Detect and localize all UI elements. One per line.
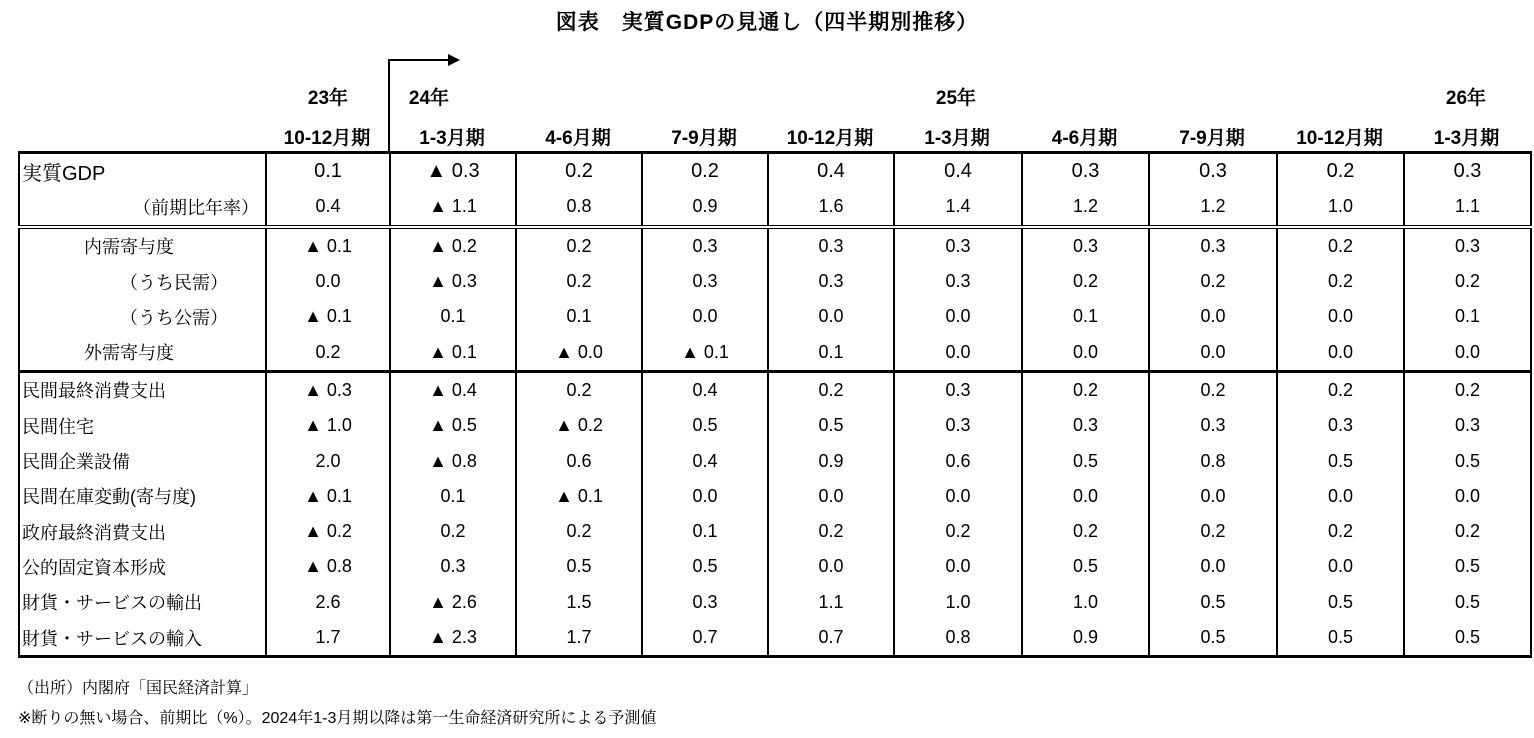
- value-cell: 0.1: [390, 479, 516, 514]
- value-cell: 0.4: [894, 153, 1022, 190]
- table-row: [19, 514, 1531, 549]
- value-cell: ▲ 0.1: [266, 479, 390, 514]
- value-cell: 1.0: [894, 585, 1022, 620]
- value-cell: 0.0: [1022, 334, 1149, 371]
- value-cell: ▲ 0.5: [390, 408, 516, 443]
- row-label: 民間住宅: [19, 408, 266, 443]
- row-label: （前期比年率）: [19, 189, 266, 226]
- quarter-header: 10-12月期: [283, 128, 371, 149]
- value-cell: 0.5: [1277, 620, 1404, 657]
- value-cell: 0.0: [266, 264, 390, 299]
- value-cell: ▲ 0.3: [266, 371, 390, 408]
- value-cell: 0.2: [894, 514, 1022, 549]
- row-label: 民間在庫変動(寄与度): [19, 479, 266, 514]
- value-cell: ▲ 0.1: [642, 334, 768, 371]
- value-cell: 1.2: [1022, 189, 1149, 226]
- value-cell: 0.5: [1404, 443, 1531, 478]
- value-cell: 0.2: [768, 371, 894, 408]
- value-cell: 0.1: [642, 514, 768, 549]
- value-cell: 0.8: [516, 189, 642, 226]
- value-cell: 1.7: [266, 620, 390, 657]
- value-cell: 0.2: [1022, 264, 1149, 299]
- value-cell: 0.2: [1022, 371, 1149, 408]
- table-row: [19, 371, 1531, 408]
- value-cell: 0.5: [1404, 620, 1531, 657]
- value-cell: ▲ 0.8: [390, 443, 516, 478]
- table-row: [19, 227, 1531, 264]
- table-row: [19, 620, 1531, 657]
- row-label: 財貨・サービスの輸出: [19, 585, 266, 620]
- value-cell: 1.0: [1277, 189, 1404, 226]
- value-cell: 0.5: [1149, 585, 1277, 620]
- value-cell: 0.5: [1404, 549, 1531, 584]
- quarter-header: 1-3月期: [419, 128, 485, 149]
- value-cell: 0.5: [1022, 443, 1149, 478]
- value-cell: 0.2: [516, 371, 642, 408]
- year-header: 25年: [935, 88, 977, 109]
- footnote: ※断りの無い場合、前期比（%）。2024年1-3月期以降は第一生命経済研究所による予測値: [18, 710, 657, 727]
- value-cell: 0.4: [642, 443, 768, 478]
- value-cell: 0.4: [642, 371, 768, 408]
- value-cell: ▲ 0.0: [516, 334, 642, 371]
- value-cell: 0.0: [768, 299, 894, 334]
- value-cell: 0.2: [266, 334, 390, 371]
- value-cell: 0.0: [768, 549, 894, 584]
- value-cell: 0.2: [1149, 371, 1277, 408]
- quarter-header: 1-3月期: [1433, 128, 1500, 149]
- page-title: 図表 実質GDPの見通し（四半期別推移）: [555, 11, 979, 34]
- value-cell: 0.9: [768, 443, 894, 478]
- value-cell: 0.3: [894, 264, 1022, 299]
- value-cell: 0.2: [1022, 514, 1149, 549]
- value-cell: 2.0: [266, 443, 390, 478]
- value-cell: ▲ 0.2: [266, 514, 390, 549]
- value-cell: 0.6: [894, 443, 1022, 478]
- row-label: 民間最終消費支出: [19, 371, 266, 408]
- value-cell: 0.2: [516, 227, 642, 264]
- value-cell: 0.2: [390, 514, 516, 549]
- value-cell: 0.2: [516, 514, 642, 549]
- quarter-header: 7-9月期: [671, 128, 737, 149]
- value-cell: 0.2: [1277, 264, 1404, 299]
- quarter-header: 10-12月期: [1296, 128, 1383, 149]
- value-cell: 0.3: [1022, 153, 1149, 190]
- value-cell: 0.0: [1149, 549, 1277, 584]
- table-row: [19, 153, 1531, 190]
- value-cell: 0.1: [266, 153, 390, 190]
- value-cell: 0.3: [390, 549, 516, 584]
- value-cell: ▲ 0.1: [390, 334, 516, 371]
- row-label: 外需寄与度: [19, 334, 266, 371]
- value-cell: 0.5: [768, 408, 894, 443]
- quarter-header: 4-6月期: [545, 128, 611, 149]
- year-header: 24年: [408, 88, 450, 109]
- value-cell: 0.8: [894, 620, 1022, 657]
- value-cell: 1.2: [1149, 189, 1277, 226]
- value-cell: ▲ 1.0: [266, 408, 390, 443]
- value-cell: 0.3: [642, 227, 768, 264]
- value-cell: 0.0: [894, 549, 1022, 584]
- value-cell: 0.2: [1149, 264, 1277, 299]
- value-cell: 1.0: [1022, 585, 1149, 620]
- row-label: （うち公需）: [19, 299, 266, 334]
- value-cell: ▲ 2.3: [390, 620, 516, 657]
- value-cell: ▲ 0.1: [266, 299, 390, 334]
- value-cell: 0.1: [516, 299, 642, 334]
- value-cell: 0.1: [1404, 299, 1531, 334]
- year-header: 26年: [1445, 88, 1487, 109]
- row-label: 民間企業設備: [19, 443, 266, 478]
- value-cell: ▲ 0.3: [390, 264, 516, 299]
- value-cell: 0.1: [1022, 299, 1149, 334]
- value-cell: 0.3: [642, 264, 768, 299]
- value-cell: 0.0: [1149, 479, 1277, 514]
- quarter-header: 7-9月期: [1179, 128, 1245, 149]
- table-row: [19, 443, 1531, 478]
- row-label: 公的固定資本形成: [19, 549, 266, 584]
- value-cell: 0.2: [1277, 371, 1404, 408]
- value-cell: 0.0: [1277, 479, 1404, 514]
- value-cell: 0.0: [768, 479, 894, 514]
- table-row: [19, 299, 1531, 334]
- value-cell: 0.4: [266, 189, 390, 226]
- value-cell: 0.3: [768, 227, 894, 264]
- value-cell: 0.6: [516, 443, 642, 478]
- value-cell: 0.5: [642, 408, 768, 443]
- row-label: 政府最終消費支出: [19, 514, 266, 549]
- value-cell: 0.3: [894, 227, 1022, 264]
- arrow-right-icon: [448, 54, 460, 66]
- value-cell: 0.2: [516, 153, 642, 190]
- value-cell: 0.2: [1277, 153, 1404, 190]
- value-cell: 0.3: [768, 264, 894, 299]
- value-cell: 0.2: [1404, 264, 1531, 299]
- value-cell: 2.6: [266, 585, 390, 620]
- value-cell: ▲ 0.1: [266, 227, 390, 264]
- source-note: （出所）内閣府「国民経済計算」: [18, 680, 259, 697]
- row-label: 財貨・サービスの輸入: [19, 620, 266, 657]
- value-cell: 0.0: [1149, 299, 1277, 334]
- value-cell: ▲ 0.2: [516, 408, 642, 443]
- value-cell: 0.3: [1404, 408, 1531, 443]
- value-cell: 0.2: [1277, 514, 1404, 549]
- quarter-header: 1-3月期: [924, 128, 990, 149]
- value-cell: 0.0: [894, 479, 1022, 514]
- value-cell: ▲ 0.1: [516, 479, 642, 514]
- value-cell: 0.2: [1404, 514, 1531, 549]
- value-cell: 0.0: [1277, 334, 1404, 371]
- table-row: [19, 189, 1531, 226]
- value-cell: 1.6: [768, 189, 894, 226]
- value-cell: ▲ 0.4: [390, 371, 516, 408]
- value-cell: 0.5: [1149, 620, 1277, 657]
- value-cell: 0.2: [768, 514, 894, 549]
- value-cell: 0.0: [1277, 299, 1404, 334]
- value-cell: 0.7: [642, 620, 768, 657]
- value-cell: 0.7: [768, 620, 894, 657]
- table-row: [19, 549, 1531, 584]
- value-cell: 0.5: [516, 549, 642, 584]
- value-cell: 0.0: [1277, 549, 1404, 584]
- value-cell: 0.0: [1404, 479, 1531, 514]
- value-cell: 0.0: [1404, 334, 1531, 371]
- value-cell: 1.7: [516, 620, 642, 657]
- value-cell: 0.2: [1277, 227, 1404, 264]
- row-label: （うち民需）: [19, 264, 266, 299]
- row-label: 内需寄与度: [19, 227, 266, 264]
- value-cell: 0.3: [1404, 227, 1531, 264]
- table-row: [19, 408, 1531, 443]
- value-cell: 0.3: [894, 371, 1022, 408]
- quarter-header: 10-12月期: [786, 128, 874, 149]
- value-cell: 0.2: [1404, 371, 1531, 408]
- value-cell: 1.5: [516, 585, 642, 620]
- value-cell: 1.4: [894, 189, 1022, 226]
- value-cell: ▲ 1.1: [390, 189, 516, 226]
- value-cell: 0.1: [390, 299, 516, 334]
- value-cell: 0.5: [1022, 549, 1149, 584]
- value-cell: 0.3: [894, 408, 1022, 443]
- value-cell: 0.3: [1022, 408, 1149, 443]
- value-cell: 1.1: [1404, 189, 1531, 226]
- value-cell: 0.4: [768, 153, 894, 190]
- value-cell: 0.2: [1149, 514, 1277, 549]
- table-row: [19, 334, 1531, 371]
- value-cell: ▲ 0.3: [390, 153, 516, 190]
- value-cell: 0.0: [1022, 479, 1149, 514]
- forecast-arrow-line: [388, 59, 450, 61]
- value-cell: ▲ 2.6: [390, 585, 516, 620]
- value-cell: 0.3: [1149, 153, 1277, 190]
- value-cell: 0.0: [642, 479, 768, 514]
- value-cell: 0.3: [642, 585, 768, 620]
- value-cell: 0.3: [1404, 153, 1531, 190]
- value-cell: 0.2: [516, 264, 642, 299]
- value-cell: 0.0: [894, 334, 1022, 371]
- value-cell: 0.3: [1022, 227, 1149, 264]
- value-cell: 0.2: [642, 153, 768, 190]
- table-row: [19, 585, 1531, 620]
- value-cell: 0.5: [642, 549, 768, 584]
- value-cell: 0.3: [1149, 408, 1277, 443]
- value-cell: 1.1: [768, 585, 894, 620]
- value-cell: 0.0: [894, 299, 1022, 334]
- value-cell: 0.5: [1277, 585, 1404, 620]
- year-header: 23年: [307, 88, 349, 109]
- value-cell: 0.0: [1149, 334, 1277, 371]
- row-label: 実質GDP: [19, 153, 266, 190]
- table-row: [19, 264, 1531, 299]
- value-cell: 0.9: [1022, 620, 1149, 657]
- value-cell: 0.5: [1404, 585, 1531, 620]
- value-cell: 0.1: [768, 334, 894, 371]
- quarter-header: 4-6月期: [1051, 128, 1118, 149]
- gdp-forecast-table: [18, 151, 1532, 658]
- value-cell: 0.0: [642, 299, 768, 334]
- value-cell: 0.3: [1277, 408, 1404, 443]
- value-cell: ▲ 0.8: [266, 549, 390, 584]
- value-cell: 0.9: [642, 189, 768, 226]
- value-cell: 0.3: [1149, 227, 1277, 264]
- value-cell: 0.8: [1149, 443, 1277, 478]
- table-row: [19, 479, 1531, 514]
- value-cell: 0.5: [1277, 443, 1404, 478]
- value-cell: ▲ 0.2: [390, 227, 516, 264]
